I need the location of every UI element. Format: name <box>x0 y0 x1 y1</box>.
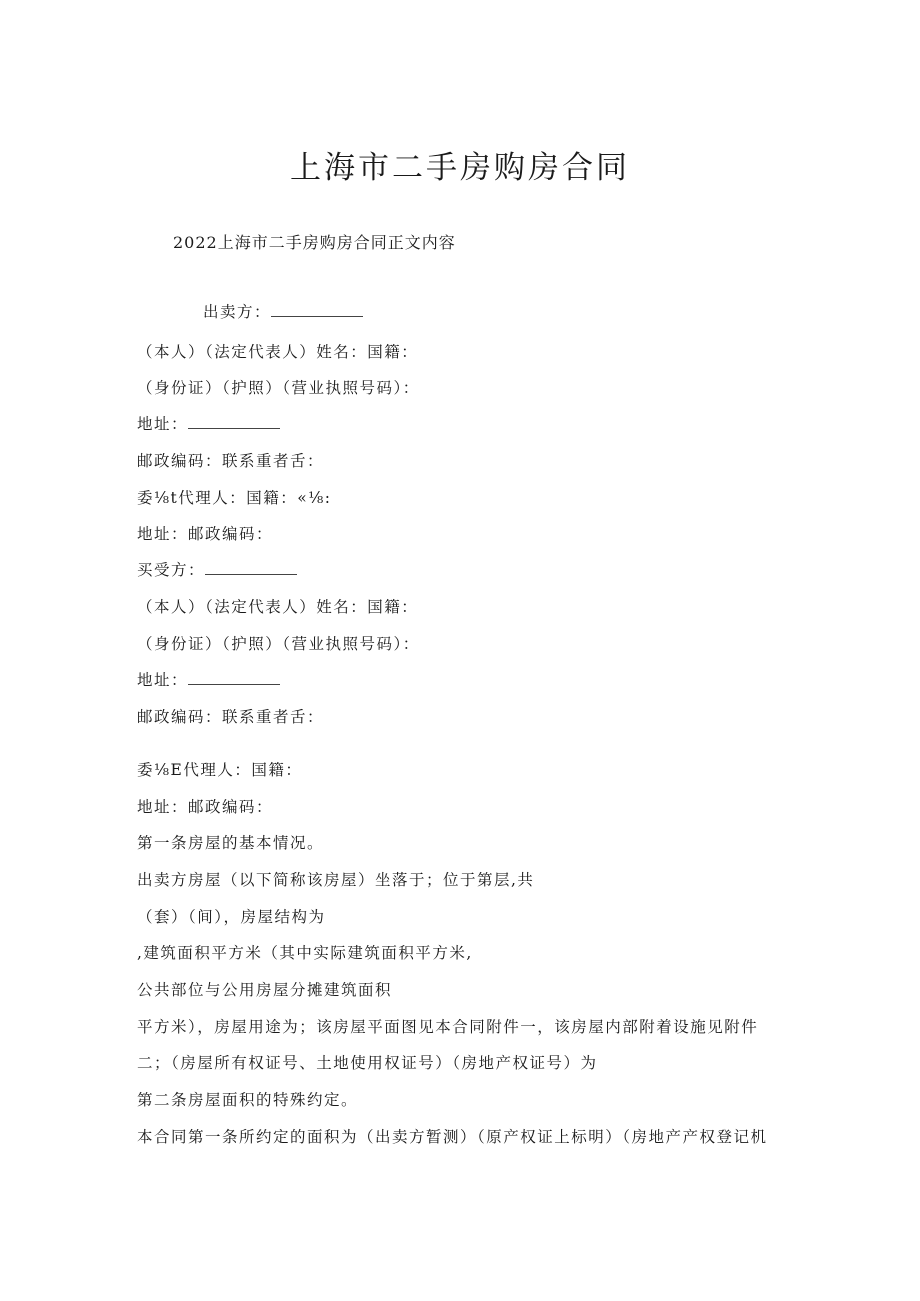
buyer-agent-line: 委⅛E代理人：国籍： <box>137 761 303 779</box>
buyer-address-label: 地址： <box>137 671 189 689</box>
buyer-agent-address-line: 地址：邮政编码： <box>137 798 274 816</box>
article-1-paragraph: 二；（房屋所有权证号、土地使用权证号）（房地产权证号）为 <box>137 1054 598 1072</box>
seller-agent-address-line: 地址：邮政编码： <box>137 525 274 543</box>
article-2-title: 第二条房屋面积的特殊约定。 <box>137 1091 359 1109</box>
article-1-title: 第一条房屋的基本情况。 <box>137 834 325 852</box>
seller-address-label: 地址： <box>137 415 189 433</box>
article-1-paragraph: （套）（间），房屋结构为 <box>137 908 326 926</box>
buyer-name-line: （本人）（法定代表人）姓名：国籍： <box>137 598 419 616</box>
seller-line <box>203 300 363 322</box>
buyer-id-line: （身份证）（护照）（营业执照号码）： <box>137 635 420 653</box>
buyer-address-blank <box>188 668 280 685</box>
article-1-paragraph: 公共部位与公用房屋分摊建筑面积 <box>137 981 393 999</box>
seller-id-line: （身份证）（护照）（营业执照号码）： <box>137 379 420 397</box>
article-2-paragraph: 本合同第一条所约定的面积为（出卖方暂测）（原产权证上标明）（房地产产权登记机 <box>137 1128 768 1146</box>
seller-address-line <box>137 412 280 434</box>
seller-label: 出卖方： <box>203 303 272 321</box>
seller-postal-line: 邮政编码：联系重者舌： <box>137 452 325 470</box>
seller-blank <box>271 300 363 317</box>
seller-name-line: （本人）（法定代表人）姓名：国籍： <box>137 343 419 361</box>
article-1-paragraph: 平方米），房屋用途为；该房屋平面图见本合同附件一，该房屋内部附着设施见附件 <box>137 1018 759 1036</box>
buyer-label: 买受方： <box>137 561 206 579</box>
seller-address-blank <box>188 412 280 429</box>
article-1-paragraph: 出卖方房屋（以下简称该房屋）坐落于；位于第层,共 <box>137 871 535 889</box>
document-title: 上海市二手房购房合同 <box>290 150 630 186</box>
article-1-paragraph: ,建筑面积平方米（其中实际建筑面积平方米, <box>137 944 473 962</box>
seller-agent-line: 委⅛t代理人：国籍：«⅛: <box>137 489 332 507</box>
buyer-postal-line: 邮政编码：联系重者舌： <box>137 708 325 726</box>
buyer-address-line <box>137 668 280 690</box>
buyer-blank <box>205 558 297 575</box>
document-subtitle: 2022上海市二手房购房合同正文内容 <box>173 233 456 252</box>
buyer-line <box>137 558 297 580</box>
